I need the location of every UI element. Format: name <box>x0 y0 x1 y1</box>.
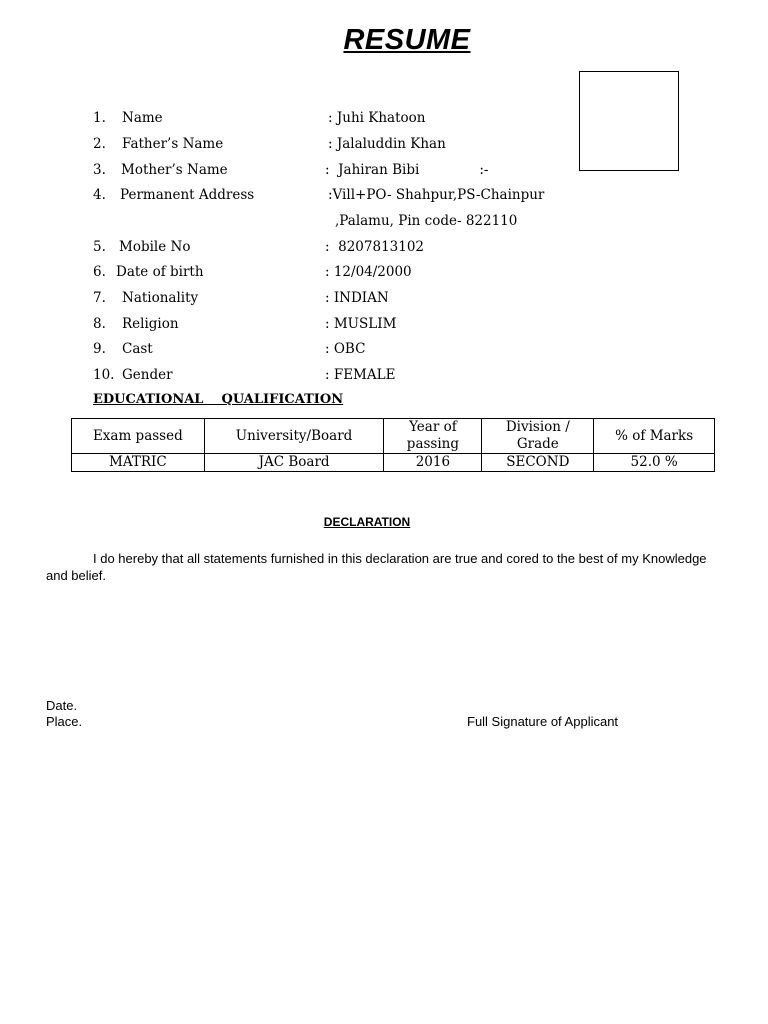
table-row <box>72 454 715 472</box>
detail-value: :Vill+PO- Shahpur,PS-Chainpur <box>328 187 545 203</box>
date-label: Date. <box>46 698 78 713</box>
detail-label: Mother’s Name <box>121 162 228 178</box>
detail-value: : FEMALE <box>325 367 396 383</box>
detail-value: : 8207813102 <box>325 239 425 255</box>
table-header-cell: University/Board <box>204 419 384 454</box>
detail-label: Cast <box>122 341 153 357</box>
detail-value: : Jalaluddin Khan <box>328 136 446 152</box>
table-cell: MATRIC <box>72 454 205 472</box>
detail-value: ,Palamu, Pin code- 822110 <box>335 213 518 229</box>
detail-number: 8. <box>93 316 106 332</box>
detail-number: 3. <box>93 162 106 178</box>
table-header-cell: Division / Grade <box>482 419 594 454</box>
detail-value: : Jahiran Bibi :- <box>325 162 489 178</box>
detail-label: Permanent Address <box>120 187 255 203</box>
table-header-cell: % of Marks <box>594 419 715 454</box>
detail-number: 7. <box>93 290 106 306</box>
signature-label: Full Signature of Applicant <box>467 714 619 729</box>
table-header-cell: Exam passed <box>72 419 205 454</box>
detail-value: : MUSLIM <box>325 316 397 332</box>
table-cell: JAC Board <box>204 454 384 472</box>
detail-label: Mobile No <box>119 239 191 255</box>
detail-value: : INDIAN <box>325 290 389 306</box>
detail-value: : 12/04/2000 <box>325 264 412 280</box>
detail-label: Father’s Name <box>122 136 224 152</box>
detail-number: 10. <box>93 367 115 383</box>
detail-number: 5. <box>93 239 106 255</box>
education-heading: EDUCATIONAL QUALIFICATION <box>93 392 344 407</box>
table-header-cell: Year of passing <box>384 419 482 454</box>
detail-number: 4. <box>93 187 106 203</box>
resume-title: RESUME <box>343 24 471 56</box>
detail-label: Nationality <box>122 290 199 306</box>
detail-value: : OBC <box>325 341 366 357</box>
detail-label: Gender <box>122 367 173 383</box>
table-cell: 2016 <box>384 454 482 472</box>
table-cell: 52.0 % <box>594 454 715 472</box>
detail-number: 6. <box>93 264 106 280</box>
detail-value: : Juhi Khatoon <box>328 110 426 126</box>
declaration-text: I do hereby that all statements furnished in this declaration are true and cored to the best of my Knowledge and belief. <box>46 551 707 583</box>
detail-label: Name <box>122 110 163 126</box>
detail-label: Date of birth <box>116 264 204 280</box>
detail-number: 2. <box>93 136 106 152</box>
place-label: Place. <box>46 714 83 729</box>
detail-number: 1. <box>93 110 106 126</box>
declaration-heading: DECLARATION <box>323 515 411 529</box>
education-table <box>71 418 715 472</box>
detail-number: 9. <box>93 341 106 357</box>
table-header-row <box>72 419 715 454</box>
photo-placeholder <box>579 71 679 171</box>
detail-label: Religion <box>122 316 179 332</box>
table-cell: SECOND <box>482 454 594 472</box>
